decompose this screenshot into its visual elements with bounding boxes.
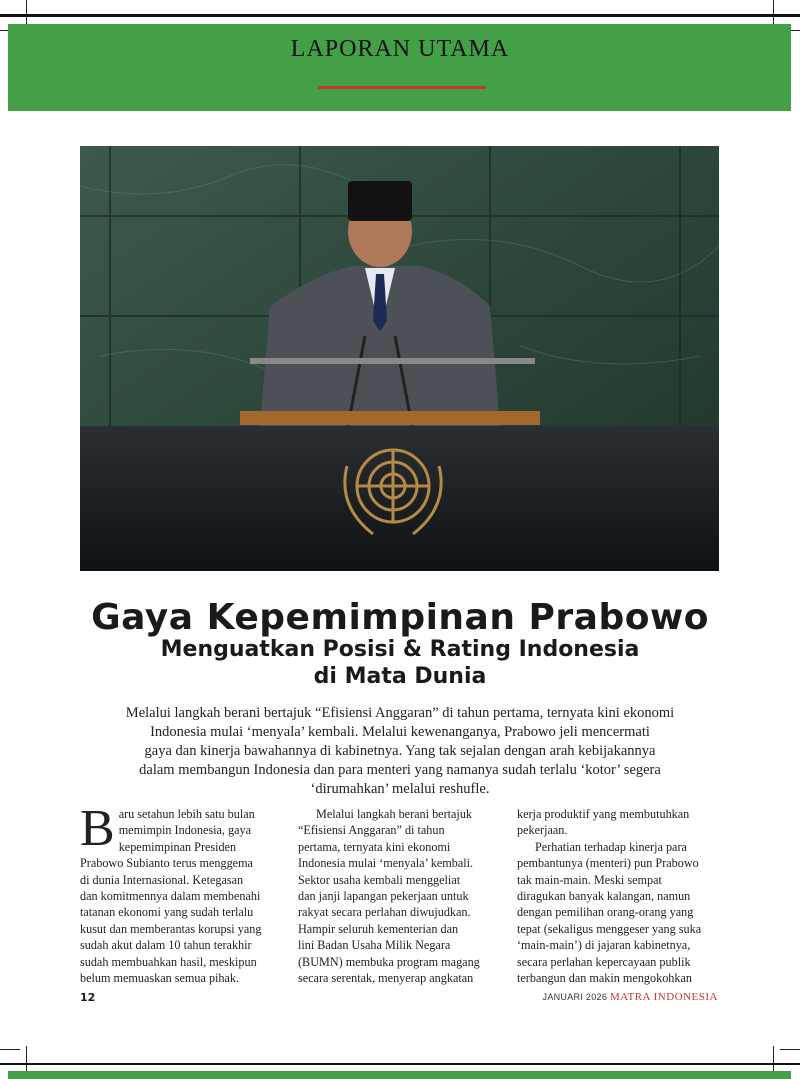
body-line: tepat (sekaligus menggeser yang suka [517, 921, 702, 936]
body-line: (BUMN) membuka program magang [298, 954, 480, 969]
body-line: kerja produktif yang membutuhkan [517, 807, 690, 821]
body-column-2 [298, 806, 502, 986]
bottom-rule [0, 1063, 800, 1065]
footer-date: JANUARI 2026 [542, 992, 608, 1002]
body-line: di dunia Internasional. Ketegasan [80, 872, 244, 887]
body-line: dan janji lapangan pekerjaan untuk [298, 889, 469, 904]
body-line: dan komitmennya dalam membenahi [80, 889, 261, 904]
hero-photo [80, 146, 719, 571]
body-line: rakyat secara perlahan diwujudkan. [298, 905, 471, 920]
body-line: lini Badan Usaha Milik Negara [298, 938, 451, 953]
subheadline-line: di Mata Dunia [313, 664, 487, 689]
body-line: kusut dan memberantas korupsi yang [80, 921, 262, 936]
crop-mark [780, 1049, 800, 1050]
lead-paragraph [100, 704, 700, 799]
body-line: secara perlahan kepercayaan publik [517, 954, 691, 969]
footer-info [543, 991, 718, 1003]
body-line: Sektor usaha kembali menggeliat [298, 872, 461, 887]
subheadline [0, 636, 800, 690]
body-line: pekerjaan. [517, 823, 568, 838]
body-line: tak main-main. Meski sempat [517, 872, 662, 887]
body-line: pembantunya (menteri) pun Prabowo [517, 856, 699, 871]
body-line: memimpin Indonesia, gaya [118, 823, 252, 838]
body-line: “Efisiensi Anggaran” di tahun [298, 823, 445, 838]
body-line: sudah akut dalam 10 tahun terakhir [80, 938, 252, 953]
body-line: Indonesia mulai ‘menyala’ kembali. [298, 856, 474, 871]
body-line: ‘main-main’) di jajaran kabinetnya, [517, 938, 691, 953]
lead-line: gaya dan kinerja bawahannya di kabinetnya. Yang tak sejalan dengan arah kebijakannya [144, 743, 656, 759]
section-title-underline [318, 86, 486, 89]
body-line: diragukan banyak kalangan, namun [517, 889, 691, 904]
body-line: tatanan ekonomi yang sudah terlalu [80, 905, 254, 920]
bottom-band [8, 1071, 791, 1079]
body-line: pertama, ternyata kini ekonomi [298, 839, 451, 854]
crop-mark [0, 1049, 20, 1050]
body-line: belum memuaskan semua pihak. [80, 971, 240, 986]
drop-cap: B [80, 800, 115, 857]
body-line: kepemimpinan Presiden [118, 839, 237, 854]
top-rule [0, 14, 800, 17]
body-column-1 [80, 800, 284, 986]
lead-line: dalam membangun Indonesia dan para menteri yang namanya sudah terlalu ‘kotor’ segera [139, 762, 661, 778]
subheadline-line: Menguatkan Posisi & Rating Indonesia [160, 637, 640, 662]
page-number: 12 [80, 991, 96, 1004]
body-line: terbangun dan makin mengokohkan [517, 971, 692, 986]
body-line: Melalui langkah berani bertajuk [316, 807, 473, 821]
body-column-3 [517, 806, 721, 986]
body-line: Prabowo Subianto terus menggema [80, 856, 253, 871]
body-line: sudah membuahkan hasil, meskipun [80, 954, 257, 969]
section-title: LAPORAN UTAMA [290, 36, 510, 62]
headline: Gaya Kepemimpinan Prabowo [91, 597, 709, 638]
body-line: Hampir seluruh kementerian dan [298, 921, 459, 936]
body-line: aru setahun lebih satu bulan [118, 807, 255, 821]
lead-line: Indonesia mulai ‘menyala’ kembali. Melalui kewenanganya, Prabowo jeli mencermati [150, 724, 650, 740]
body-line: Perhatian terhadap kinerja para [535, 839, 687, 854]
body-line: secara serentak, menyerap angkatan [298, 971, 474, 986]
lead-line: Melalui langkah berani bertajuk “Efisiensi Anggaran” di tahun pertama, ternyata kini ekonomi [125, 705, 675, 721]
footer-magazine-name: MATRA INDONESIA [609, 991, 718, 1003]
body-line: dengan pemilihan orang-orang yang [517, 905, 694, 920]
lead-line: ‘dirumahkan’ melalui reshufle. [310, 781, 490, 797]
